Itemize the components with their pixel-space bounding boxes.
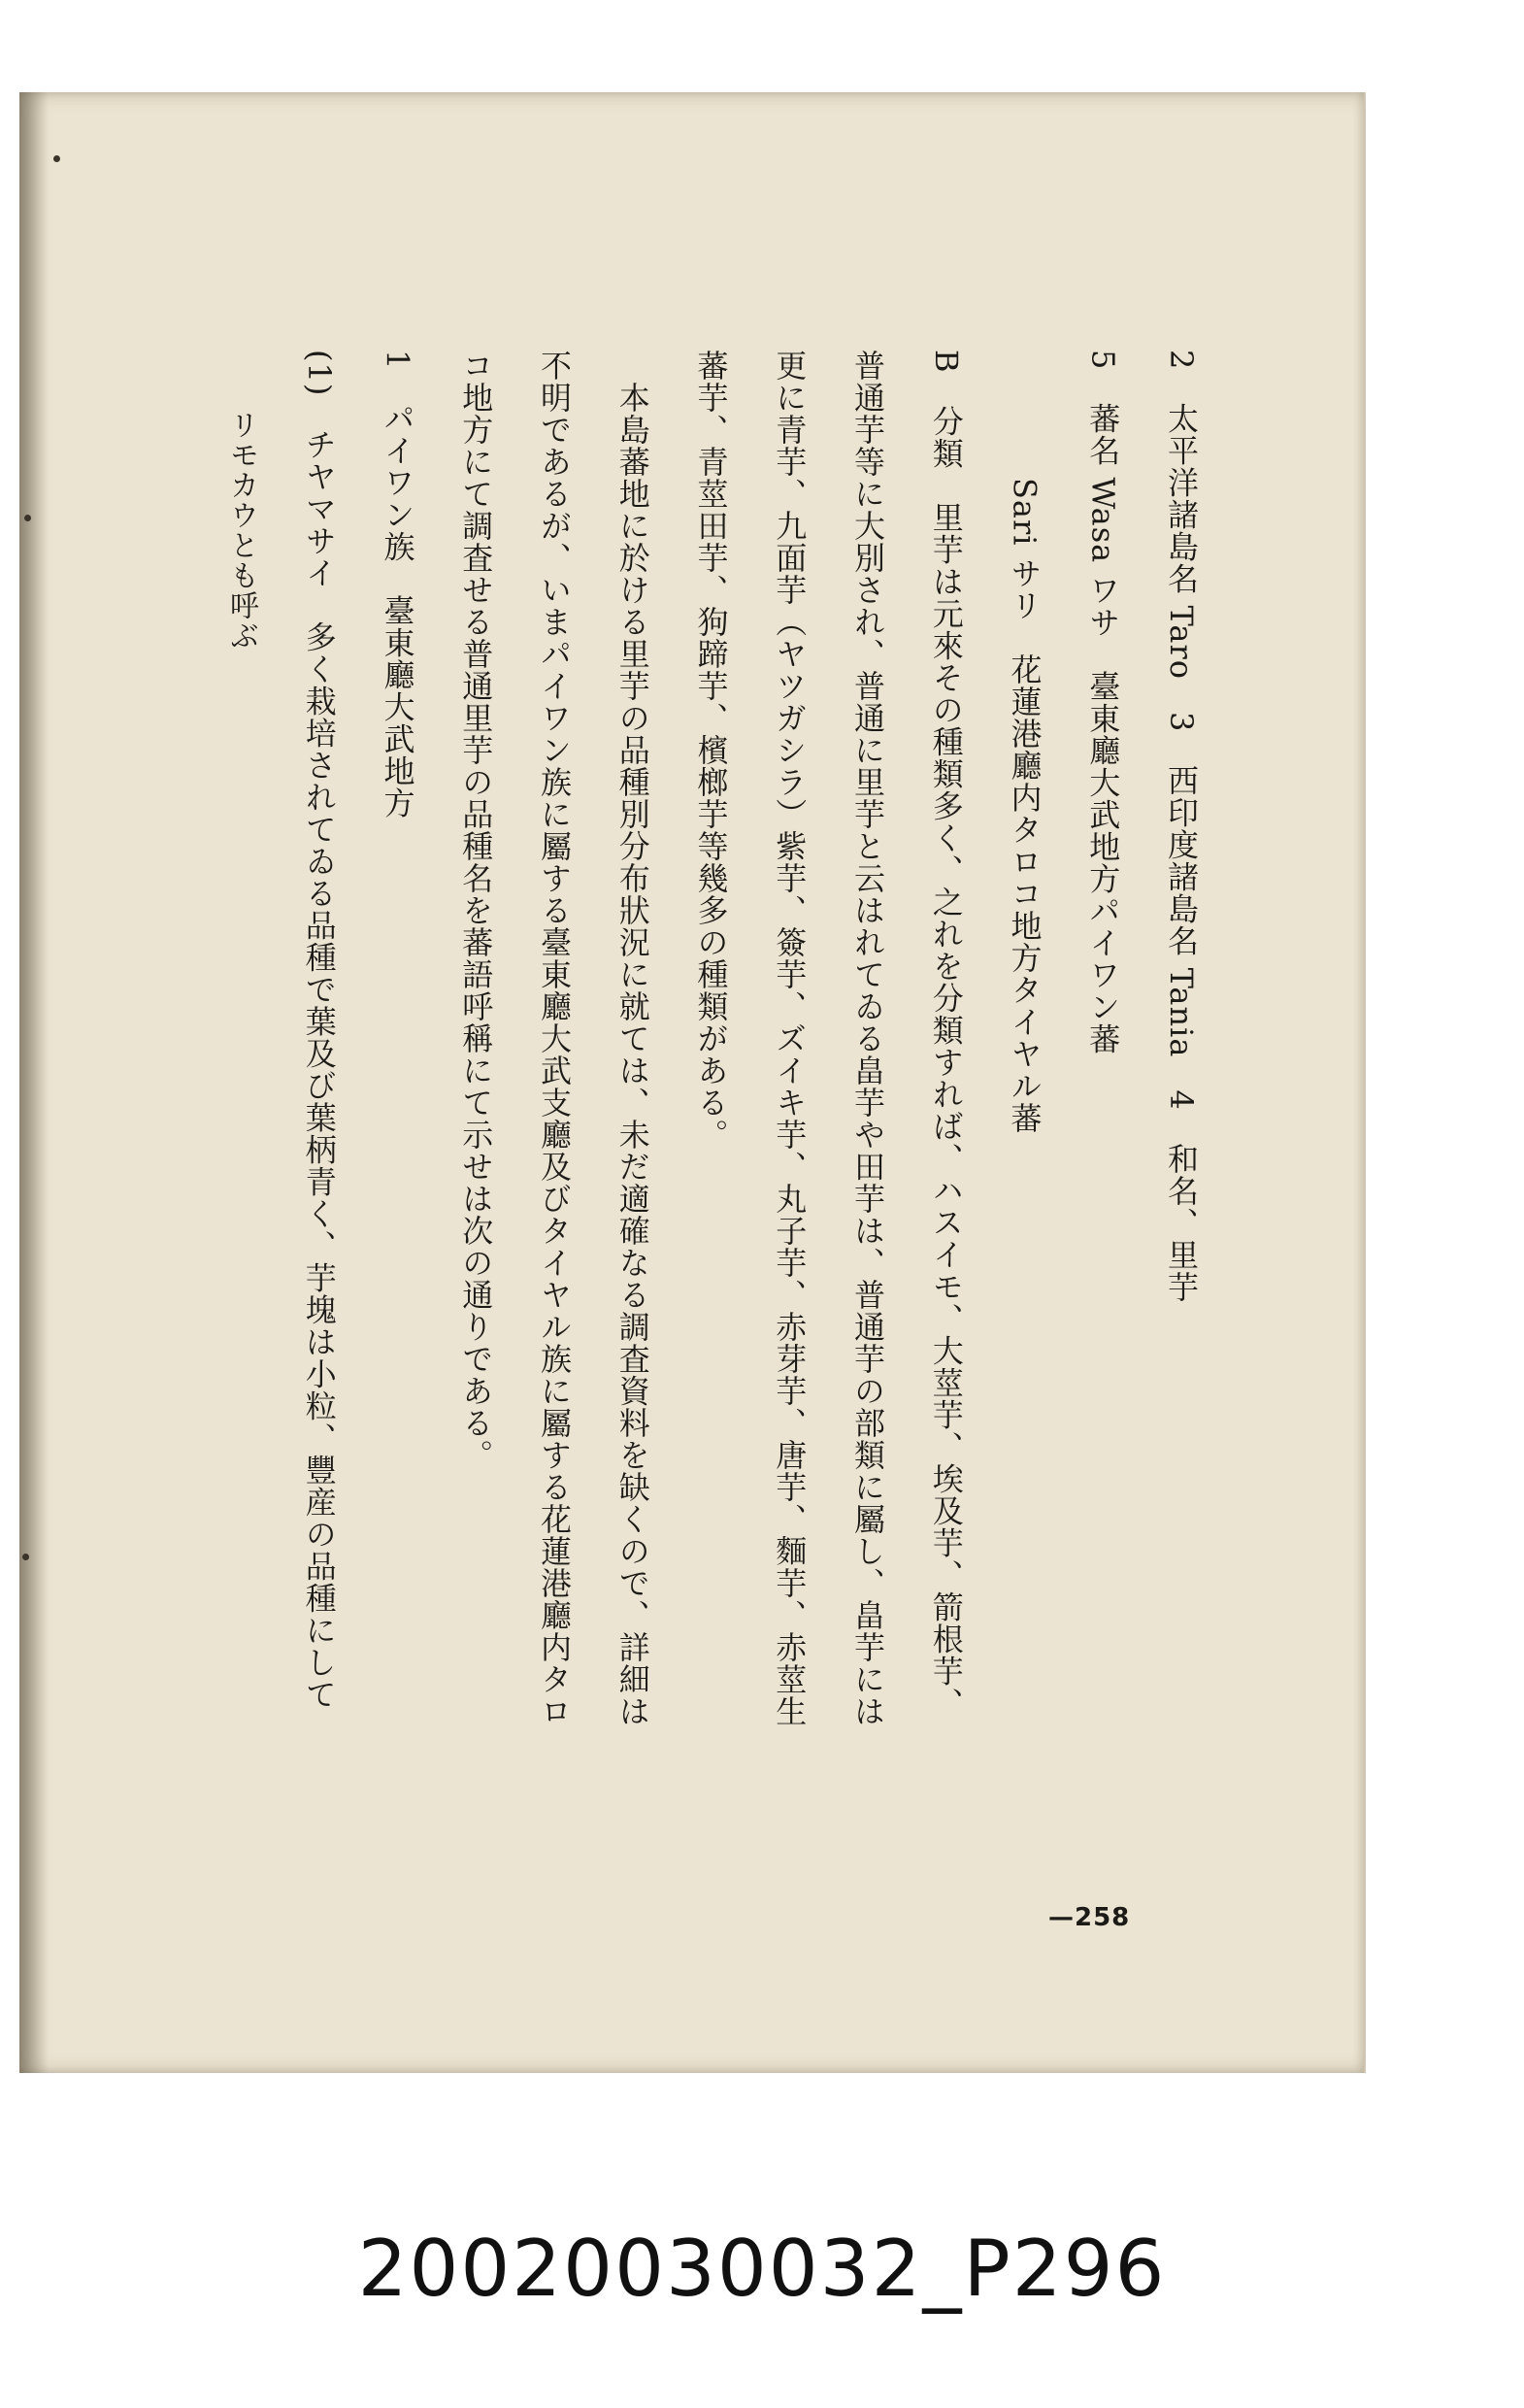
image-caption: 20020030032_P296 [357,2224,1167,2314]
text-line-2: 5 蕃名 Wasa ワサ 臺東廳大武地方パイワン蕃 [1084,350,1122,1055]
text-line-4: B 分類 里芋は元來その種類多く、之れを分類すれば、ハスイモ、大莖芋、埃及芋、箭根芋、 [927,350,965,1720]
text-line-5: 普通芋等に大別され、普通に里芋と云はれてゐる畠芋や田芋は、普通芋の部類に屬し、畠芋には [849,350,886,1727]
vertical-text-block [218,350,1204,1864]
text-line-9: 不明であるが、いまパイワン族に屬する臺東廳大武支廳及びタイヤル族に屬する花蓮港廳内タロ [536,350,573,1727]
paper-speck [24,515,31,521]
text-line-7: 蕃芋、青莖田芋、狗蹄芋、檳榔芋等幾多の種類がある。 [692,350,730,1151]
text-line-13: リモカウとも呼ぶ [224,350,258,651]
text-line-8: 本島蕃地に於ける里芋の品種別分布狀況に就ては、未だ適確なる調査資料を缺くので、詳細は [613,350,651,1727]
text-line-11: 1 パイワン族 臺東廳大武地方 [379,350,416,819]
text-line-10: コ地方にて調査せる普通里芋の品種名を蕃語呼稱にて示せは次の通りである。 [457,350,495,1471]
paper-speck [22,1554,29,1560]
text-line-6: 更に青芋、九面芋（ヤツガシラ）紫芋、簽芋、ズイキ芋、丸子芋、赤芽芋、唐芋、麵芋、赤莖生 [771,350,809,1727]
paper-speck [53,155,60,162]
text-line-3: Sari サリ 花蓮港廳内タロコ地方タイヤル蕃 [1006,350,1044,1134]
text-line-12: (1) チヤマサイ 多く栽培されてゐる品種で葉及び葉柄青く、芋塊は小粒、豐産の品種にして [300,350,338,1711]
page-gutter-shadow [19,92,49,2073]
page-number: —258 [1048,1903,1131,1932]
text-line-1: 2 太平洋諸島名 Taro 3 西印度諸島名 Tania 4 和名、里芋 [1163,350,1200,1303]
